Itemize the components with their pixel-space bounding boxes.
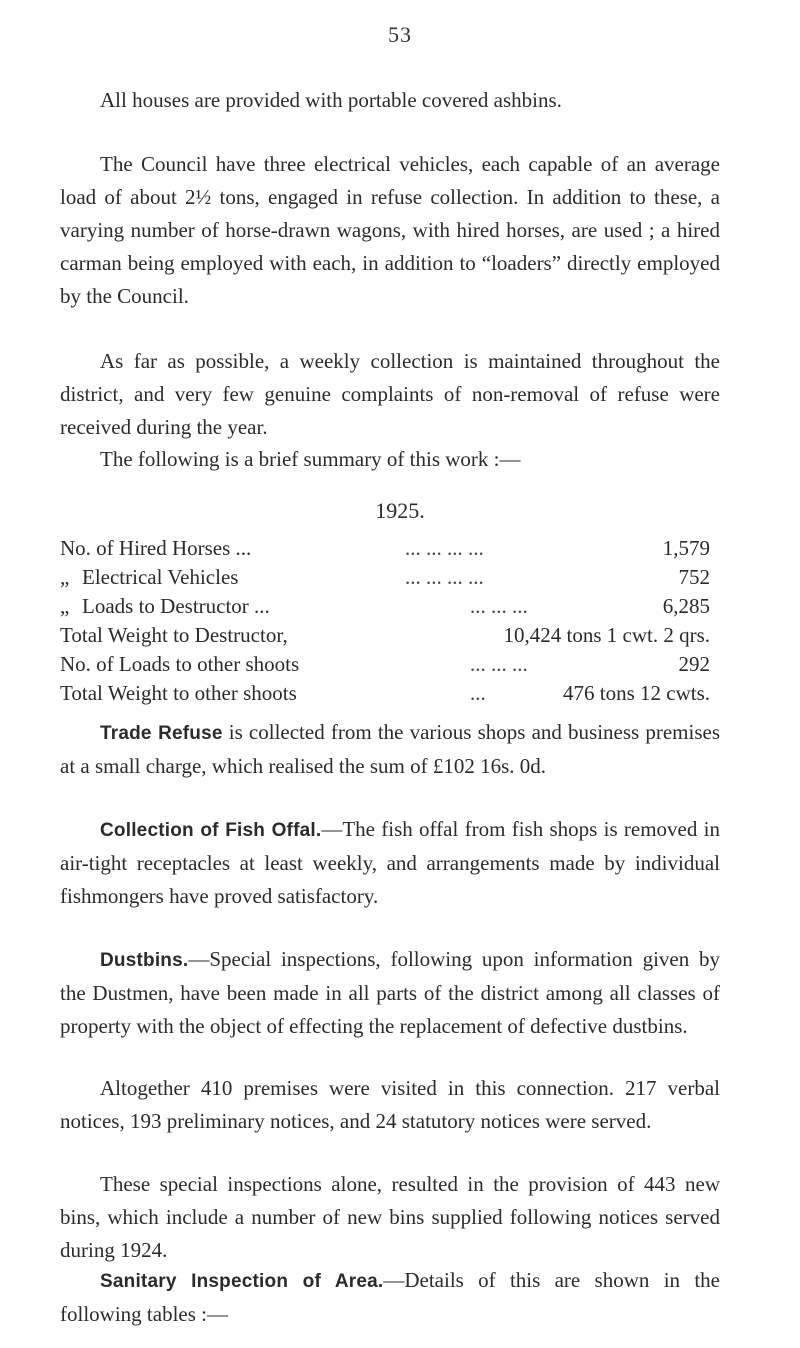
paragraph-summary-intro: The following is a brief summary of this work :— [100,447,521,471]
paragraph-ashbins: All houses are provided with portable covered ashbins. [100,88,562,112]
summary-value: 6,285 [662,594,710,618]
summary-label: Total Weight to Destructor, [60,623,288,647]
summary-label: No. of Hired Horses ... [60,536,252,560]
paragraph-altogether: Altogether 410 premises were visited in this connection. 217 verbal notices, 193 preliminary notices, and 24 statutory notices were served. [60,1076,720,1133]
summary-leader-dots: ... [470,681,486,705]
summary-row [60,650,710,679]
summary-label: Total Weight to other shoots [60,681,297,705]
summary-year: 1925. [375,498,425,523]
paragraph-fish-offal [60,813,720,913]
summary-label: Loads to Destructor ... [82,594,270,618]
summary-label: No. of Loads to other shoots [60,652,300,676]
summary-row [60,534,710,563]
fish-offal-text: —The fish offal from fish shops is removed in air-tight receptacles at least weekly, and arrangements made by individual fishmongers have proved satisfactory. [60,817,720,908]
paragraph-special-inspections: These special inspections alone, resulted in the provision of 443 new bins, which include a number of new bins supplied following notices served during 1924. [60,1172,720,1262]
heading-trade-refuse: Trade Refuse [100,723,223,744]
summary-row [60,621,710,650]
paragraph-electrical-vehicles [60,148,720,313]
ditto-mark: „ [60,565,70,589]
summary-label-group [60,563,238,592]
paragraph-electrical-vehicles-b: tons, engaged in refuse collection. In addition to these, a varying number of horse-drawn wagons, with hired horses, are used ; a hired carman being employed with each, in addition to “loaders” directly employed by the Council. [60,185,721,308]
summary-label: Electrical Vehicles [82,565,239,589]
trade-refuse-text: is collected from the various shops and business premises at a small charge, which realised the sum of £102 16s. 0d. [60,720,720,778]
sanitary-inspection-text: —Details of this are shown in the following tables :— [60,1268,720,1326]
summary-leader-dots: ... ... ... ... [405,565,484,589]
summary-value: 1,579 [662,536,710,560]
heading-sanitary-inspection: Sanitary Inspection of Area. [100,1271,384,1292]
paragraph-electrical-vehicles-a: The Council have three electrical vehicles, each capable of an average load of about 2 [60,152,720,209]
page-number: 53 [388,22,412,47]
summary-leader-dots: ... ... ... ... [405,536,484,560]
summary-row [60,679,710,708]
paragraph-trade-refuse [60,716,720,783]
summary-value: 752 [678,565,710,589]
heading-dustbins: Dustbins. [100,950,189,971]
ditto-mark: „ [60,594,70,618]
summary-table [60,534,710,708]
summary-label-group [60,592,270,621]
paragraph-dustbins [60,943,720,1043]
heading-fish-offal: Collection of Fish Offal. [100,820,322,841]
fraction-half: ½ [195,185,212,209]
summary-value: 476 tons 12 cwts. [563,681,710,705]
summary-row [60,592,710,621]
summary-leader-dots: ... ... ... [470,652,528,676]
summary-leader-dots: ... ... ... [470,594,528,618]
dustbins-text: —Special inspections, following upon information given by the Dustmen, have been made in all parts of the district among all classes of property with the object of effecting the replacement of defective dustbins. [60,947,720,1038]
summary-value: 292 [678,652,710,676]
summary-row [60,563,710,592]
paragraph-sanitary-inspection [60,1264,720,1331]
paragraph-weekly-collection: As far as possible, a weekly collection is maintained throughout the district, and very few genuine complaints of non-removal of refuse were received during the year. [60,349,720,439]
summary-value: 10,424 tons 1 cwt. 2 qrs. [503,623,710,647]
